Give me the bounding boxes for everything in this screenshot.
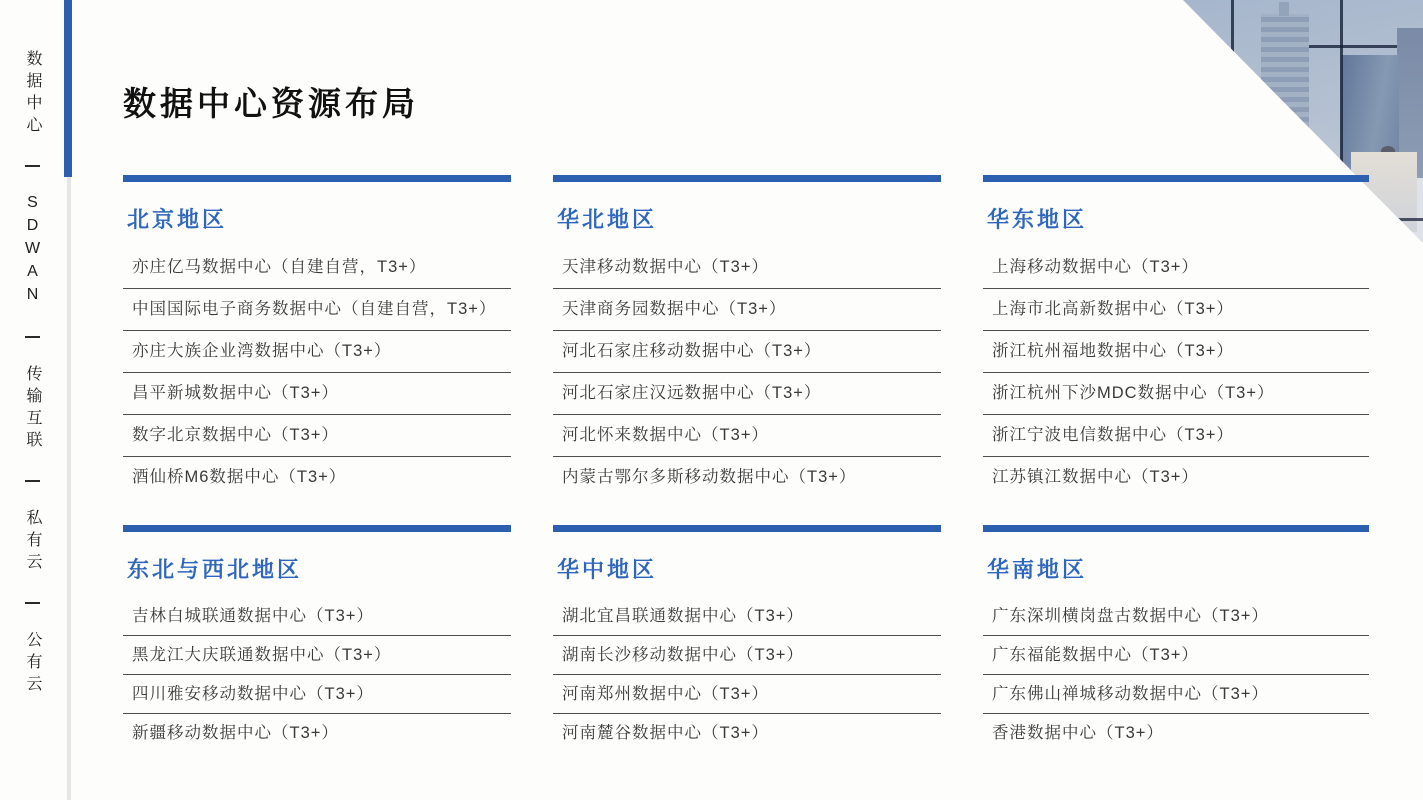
data-center-item: 上海移动数据中心（T3+） (983, 247, 1369, 289)
data-center-item: 广东佛山禅城移动数据中心（T3+） (983, 675, 1369, 714)
data-center-item: 天津商务园数据中心（T3+） (553, 289, 941, 331)
card-accent-bar (553, 525, 941, 532)
data-center-item: 数字北京数据中心（T3+） (123, 415, 511, 457)
region-card-beijing (123, 175, 511, 498)
region-card-northeast-northwest (123, 525, 511, 752)
data-center-item: 香港数据中心（T3+） (992, 724, 1164, 742)
data-center-item: 浙江杭州下沙MDC数据中心（T3+） (983, 373, 1369, 415)
sidebar (0, 0, 71, 800)
card-accent-bar (123, 175, 511, 182)
region-card-north-china (553, 175, 941, 498)
data-center-item: 吉林白城联通数据中心（T3+） (123, 597, 511, 636)
regions-grid (123, 175, 1371, 752)
region-name: 东北与西北地区 (127, 557, 303, 582)
center-list (983, 597, 1369, 752)
data-center-item: 亦庄大族企业湾数据中心（T3+） (123, 331, 511, 373)
data-center-item: 江苏镇江数据中心（T3+） (992, 468, 1199, 486)
region-name: 北京地区 (127, 207, 228, 232)
data-center-item: 中国国际电子商务数据中心（自建自营，T3+） (123, 289, 511, 331)
data-center-item: 湖南长沙移动数据中心（T3+） (553, 636, 941, 675)
sidebar-item-public-cloud[interactable]: 公有云 (24, 631, 41, 697)
sidebar-separator (25, 480, 40, 482)
data-center-item: 广东福能数据中心（T3+） (983, 636, 1369, 675)
data-center-item: 河北怀来数据中心（T3+） (553, 415, 941, 457)
sidebar-item-sdwan[interactable]: SDWAN (24, 194, 41, 309)
data-center-item: 亦庄亿马数据中心（自建自营，T3+） (123, 247, 511, 289)
data-center-item: 广东深圳横岗盘古数据中心（T3+） (983, 597, 1369, 636)
sidebar-separator (25, 165, 40, 167)
center-list (123, 247, 511, 498)
data-center-item: 酒仙桥M6数据中心（T3+） (132, 468, 347, 486)
data-center-item: 天津移动数据中心（T3+） (553, 247, 941, 289)
region-name: 华南地区 (987, 557, 1088, 582)
data-center-item: 河南麓谷数据中心（T3+） (562, 724, 769, 742)
card-accent-bar (123, 525, 511, 532)
data-center-item: 四川雅安移动数据中心（T3+） (123, 675, 511, 714)
data-center-item: 昌平新城数据中心（T3+） (123, 373, 511, 415)
data-center-item: 上海市北高新数据中心（T3+） (983, 289, 1369, 331)
sidebar-item-transmission-interconnect[interactable]: 传输互联 (24, 365, 41, 453)
data-center-item: 浙江杭州福地数据中心（T3+） (983, 331, 1369, 373)
active-section-indicator (64, 0, 72, 177)
region-name: 华中地区 (557, 557, 658, 582)
region-name: 华东地区 (987, 207, 1088, 232)
card-accent-bar (983, 175, 1369, 182)
region-name: 华北地区 (557, 207, 658, 232)
data-center-item: 河南郑州数据中心（T3+） (553, 675, 941, 714)
page-title: 数据中心资源布局 (123, 85, 419, 122)
sidebar-separator (25, 336, 40, 338)
center-list (123, 597, 511, 752)
center-list (983, 247, 1369, 498)
center-list (553, 597, 941, 752)
data-center-item: 新疆移动数据中心（T3+） (132, 724, 339, 742)
sidebar-item-private-cloud[interactable]: 私有云 (24, 509, 41, 575)
region-card-central-china (553, 525, 941, 752)
region-card-east-china (983, 175, 1369, 498)
data-center-item: 浙江宁波电信数据中心（T3+） (983, 415, 1369, 457)
card-accent-bar (983, 525, 1369, 532)
data-center-item: 湖北宜昌联通数据中心（T3+） (553, 597, 941, 636)
data-center-item: 河北石家庄移动数据中心（T3+） (553, 331, 941, 373)
data-center-item: 内蒙古鄂尔多斯移动数据中心（T3+） (562, 468, 857, 486)
card-accent-bar (553, 175, 941, 182)
region-card-south-china (983, 525, 1369, 752)
data-center-item: 河北石家庄汉远数据中心（T3+） (553, 373, 941, 415)
sidebar-nav (0, 0, 64, 800)
sidebar-item-data-center[interactable]: 数据中心 (24, 50, 41, 138)
main-content (71, 0, 1423, 800)
sidebar-separator (25, 602, 40, 604)
data-center-item: 黑龙江大庆联通数据中心（T3+） (123, 636, 511, 675)
center-list (553, 247, 941, 498)
